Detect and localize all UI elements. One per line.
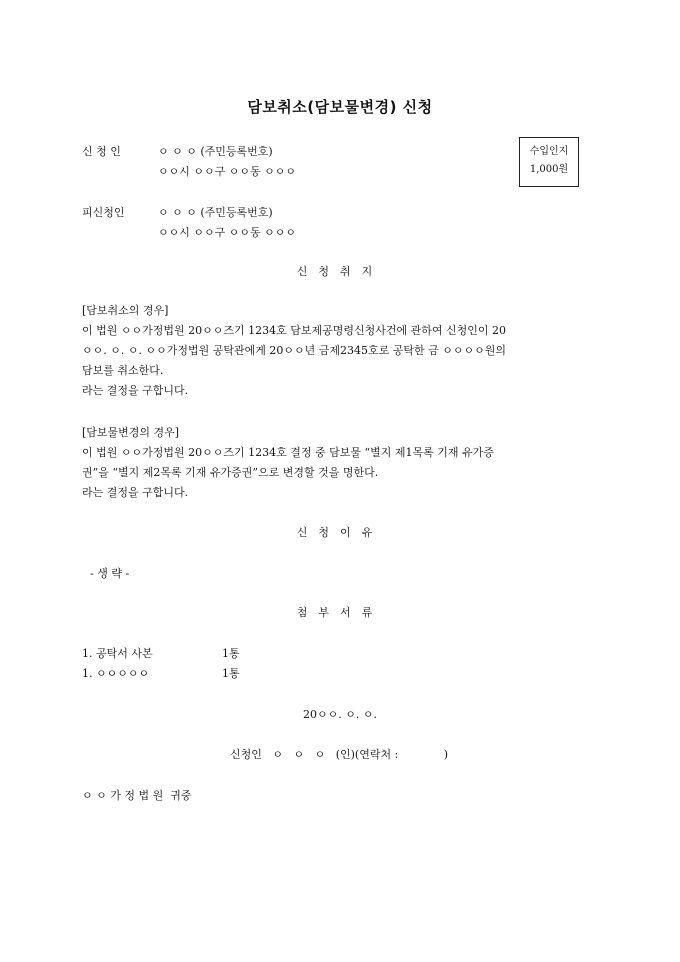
respondent-address: ㅇㅇ시 ㅇㅇ구 ㅇㅇ동 ㅇㅇㅇ bbox=[158, 226, 297, 239]
reason-heading: 신청이유 bbox=[296, 526, 384, 539]
applicant-label: 신 청 인 bbox=[82, 145, 121, 158]
case2-header: [담보물변경의 경우] bbox=[82, 426, 180, 439]
case2-line1: 이 법원 ㅇㅇ가정법원 20ㅇㅇ즈기 1234호 결정 중 담보물 “별지 제1목록 기재 유가증 bbox=[82, 446, 494, 459]
purpose-heading: 신청취지 bbox=[296, 265, 384, 278]
case1-line2: ㅇㅇ. ㅇ. ㅇ. ㅇㅇ가정법원 공탁관에게 20ㅇㅇ년 금제2345호로 공탁한 금 ㅇㅇㅇㅇ원의 bbox=[82, 344, 506, 357]
attachment-count: 1통 bbox=[222, 647, 240, 660]
case1-line1: 이 법원 ㅇㅇ가정법원 20ㅇㅇ즈기 1234호 담보제공명령신청사건에 관하여 신청인이 20 bbox=[82, 324, 506, 337]
signature-line: 신청인 ㅇ ㅇ ㅇ (인)(연락처 : ) bbox=[230, 748, 449, 761]
case2-line2: 권”을 “별지 제2목록 기재 유가증권”으로 변경할 것을 명한다. bbox=[82, 466, 379, 479]
applicant-address: ㅇㅇ시 ㅇㅇ구 ㅇㅇ동 ㅇㅇㅇ bbox=[158, 165, 297, 178]
case1-closing: 라는 결정을 구합니다. bbox=[82, 384, 189, 397]
attachment-name: 1. ㅇㅇㅇㅇㅇ bbox=[82, 667, 150, 680]
respondent-row bbox=[82, 204, 273, 220]
stamp-line1: 수입인지 bbox=[529, 146, 569, 157]
attachment-count: 1통 bbox=[222, 667, 240, 680]
applicant-name: ㅇ ㅇ ㅇ (주민등록번호) bbox=[158, 145, 273, 158]
attachment-item-2 bbox=[82, 664, 602, 684]
document-date: 20ㅇㅇ. ㅇ. ㅇ. bbox=[303, 708, 377, 721]
reason-body: - 생 략 - bbox=[90, 567, 130, 580]
attachments-heading: 첨부서류 bbox=[296, 606, 384, 619]
case2-closing: 라는 결정을 구합니다. bbox=[82, 486, 189, 499]
case1-line3: 담보를 취소한다. bbox=[82, 364, 164, 377]
attachment-item-1 bbox=[82, 644, 602, 664]
revenue-stamp-box bbox=[519, 137, 579, 187]
court-addressee: ㅇ ㅇ 가 정 법 원 귀중 bbox=[82, 789, 192, 802]
case1-header: [담보취소의 경우] bbox=[82, 304, 169, 317]
respondent-name: ㅇ ㅇ ㅇ (주민등록번호) bbox=[158, 206, 273, 219]
applicant-row bbox=[82, 143, 273, 159]
respondent-label: 피신청인 bbox=[82, 206, 125, 219]
document-title: 담보취소(담보물변경) 신청 bbox=[247, 98, 433, 116]
stamp-line2: 1,000원 bbox=[529, 164, 569, 175]
attachment-name: 1. 공탁서 사본 bbox=[82, 647, 153, 660]
